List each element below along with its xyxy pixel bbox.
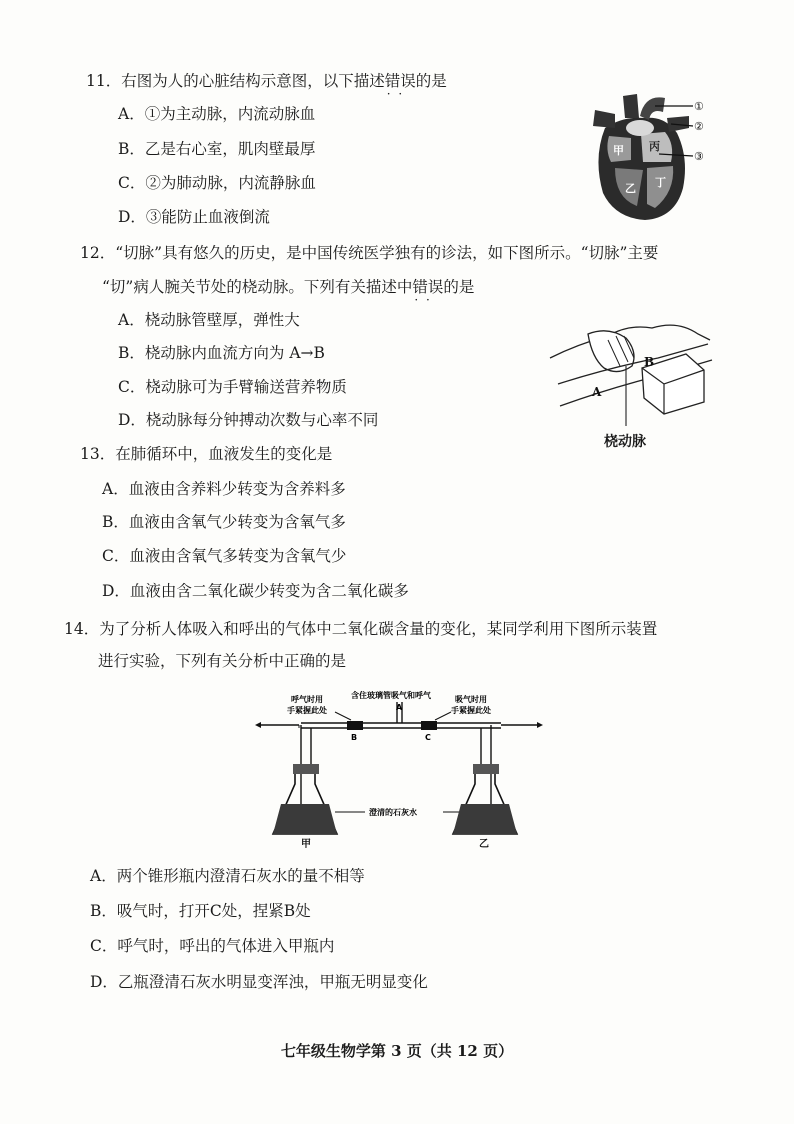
q11-stem: 11．右图为人的心脏结构示意图，以下描述错误 · ·的是 — [86, 71, 447, 91]
right-note-line2: 手紧握此处 — [451, 706, 491, 715]
apparatus-label-a: A — [396, 703, 403, 712]
q14-option-b: B．吸气时，打开C处，捏紧B处 — [90, 902, 311, 920]
q14-stem-line2: 进行实验，下列有关分析中正确的是 — [98, 652, 347, 670]
q13-option-c: C．血液由含氧气多转变为含氧气少 — [102, 547, 347, 565]
chamber-bing: 丙 — [649, 140, 660, 153]
radial-artery-caption: 桡动脉 — [604, 434, 646, 450]
wrist-pulse-diagram — [548, 314, 718, 434]
q11-option-a: A．①为主动脉，内流动脉血 — [118, 105, 316, 123]
q14-stem-line1: 14．为了分析人体吸入和呼出的气体中二氧化碳含量的变化，某同学利用下图所示装置 — [64, 620, 658, 638]
q11-option-d: D．③能防止血液倒流 — [118, 208, 270, 226]
q11-option-b: B．乙是右心室，肌肉壁最厚 — [118, 140, 316, 158]
flask-yi-label: 乙 — [479, 839, 489, 848]
q14-option-d: D．乙瓶澄清石灰水明显变浑浊，甲瓶无明显变化 — [90, 973, 428, 991]
q12-option-d: D．桡动脉每分钟搏动次数与心率不同 — [118, 411, 379, 429]
label-2: ② — [694, 120, 704, 133]
label-3: ③ — [694, 150, 704, 163]
label-1: ① — [694, 100, 704, 113]
right-note-line1: 吸气时用 — [455, 695, 487, 704]
q13-option-b: B．血液由含氧气少转变为含氧气多 — [102, 513, 346, 531]
point-b-label: B — [644, 355, 655, 369]
apparatus-label-b: B — [351, 733, 358, 742]
q12-stem-line2: “切”病人腕关节处的桡动脉。下列有关描述中错误 · ·的是 — [102, 277, 474, 297]
heart-diagram — [585, 88, 715, 223]
breathing-apparatus-diagram — [255, 688, 545, 848]
q12-option-b: B．桡动脉内血流方向为 A→B — [118, 344, 325, 362]
q12-option-c: C．桡动脉可为手臂输送营养物质 — [118, 378, 347, 396]
chamber-jia: 甲 — [613, 144, 624, 157]
apparatus-top-label: 含住玻璃管吸气和呼气 — [351, 691, 431, 700]
flask-jia-label: 甲 — [301, 839, 311, 848]
chamber-ding: 丁 — [655, 176, 666, 189]
left-note-line1: 呼气时用 — [291, 695, 323, 704]
q13-option-a: A．血液由含养料少转变为含养料多 — [102, 480, 346, 498]
q11-option-c: C．②为肺动脉，内流静脉血 — [118, 174, 316, 192]
q12-option-a: A．桡动脉管壁厚，弹性大 — [118, 311, 300, 329]
apparatus-label-c: C — [425, 733, 431, 742]
page-footer: 七年级生物学第 3 页（共 12 页） — [280, 1042, 514, 1060]
q13-option-d: D．血液由含二氧化碳少转变为含二氧化碳多 — [102, 582, 409, 600]
chamber-yi: 乙 — [625, 182, 636, 195]
limewater-label: 澄清的石灰水 — [369, 808, 417, 817]
q14-option-a: A．两个锥形瓶内澄清石灰水的量不相等 — [90, 867, 365, 885]
q13-stem: 13．在肺循环中，血液发生的变化是 — [80, 445, 333, 463]
q12-stem-line1: 12．“切脉”具有悠久的历史，是中国传统医学独有的诊法，如下图所示。“切脉”主要 — [80, 244, 659, 262]
left-note-line2: 手紧握此处 — [287, 706, 327, 715]
q14-option-c: C．呼气时，呼出的气体进入甲瓶内 — [90, 937, 335, 955]
point-a-label: A — [592, 385, 602, 399]
